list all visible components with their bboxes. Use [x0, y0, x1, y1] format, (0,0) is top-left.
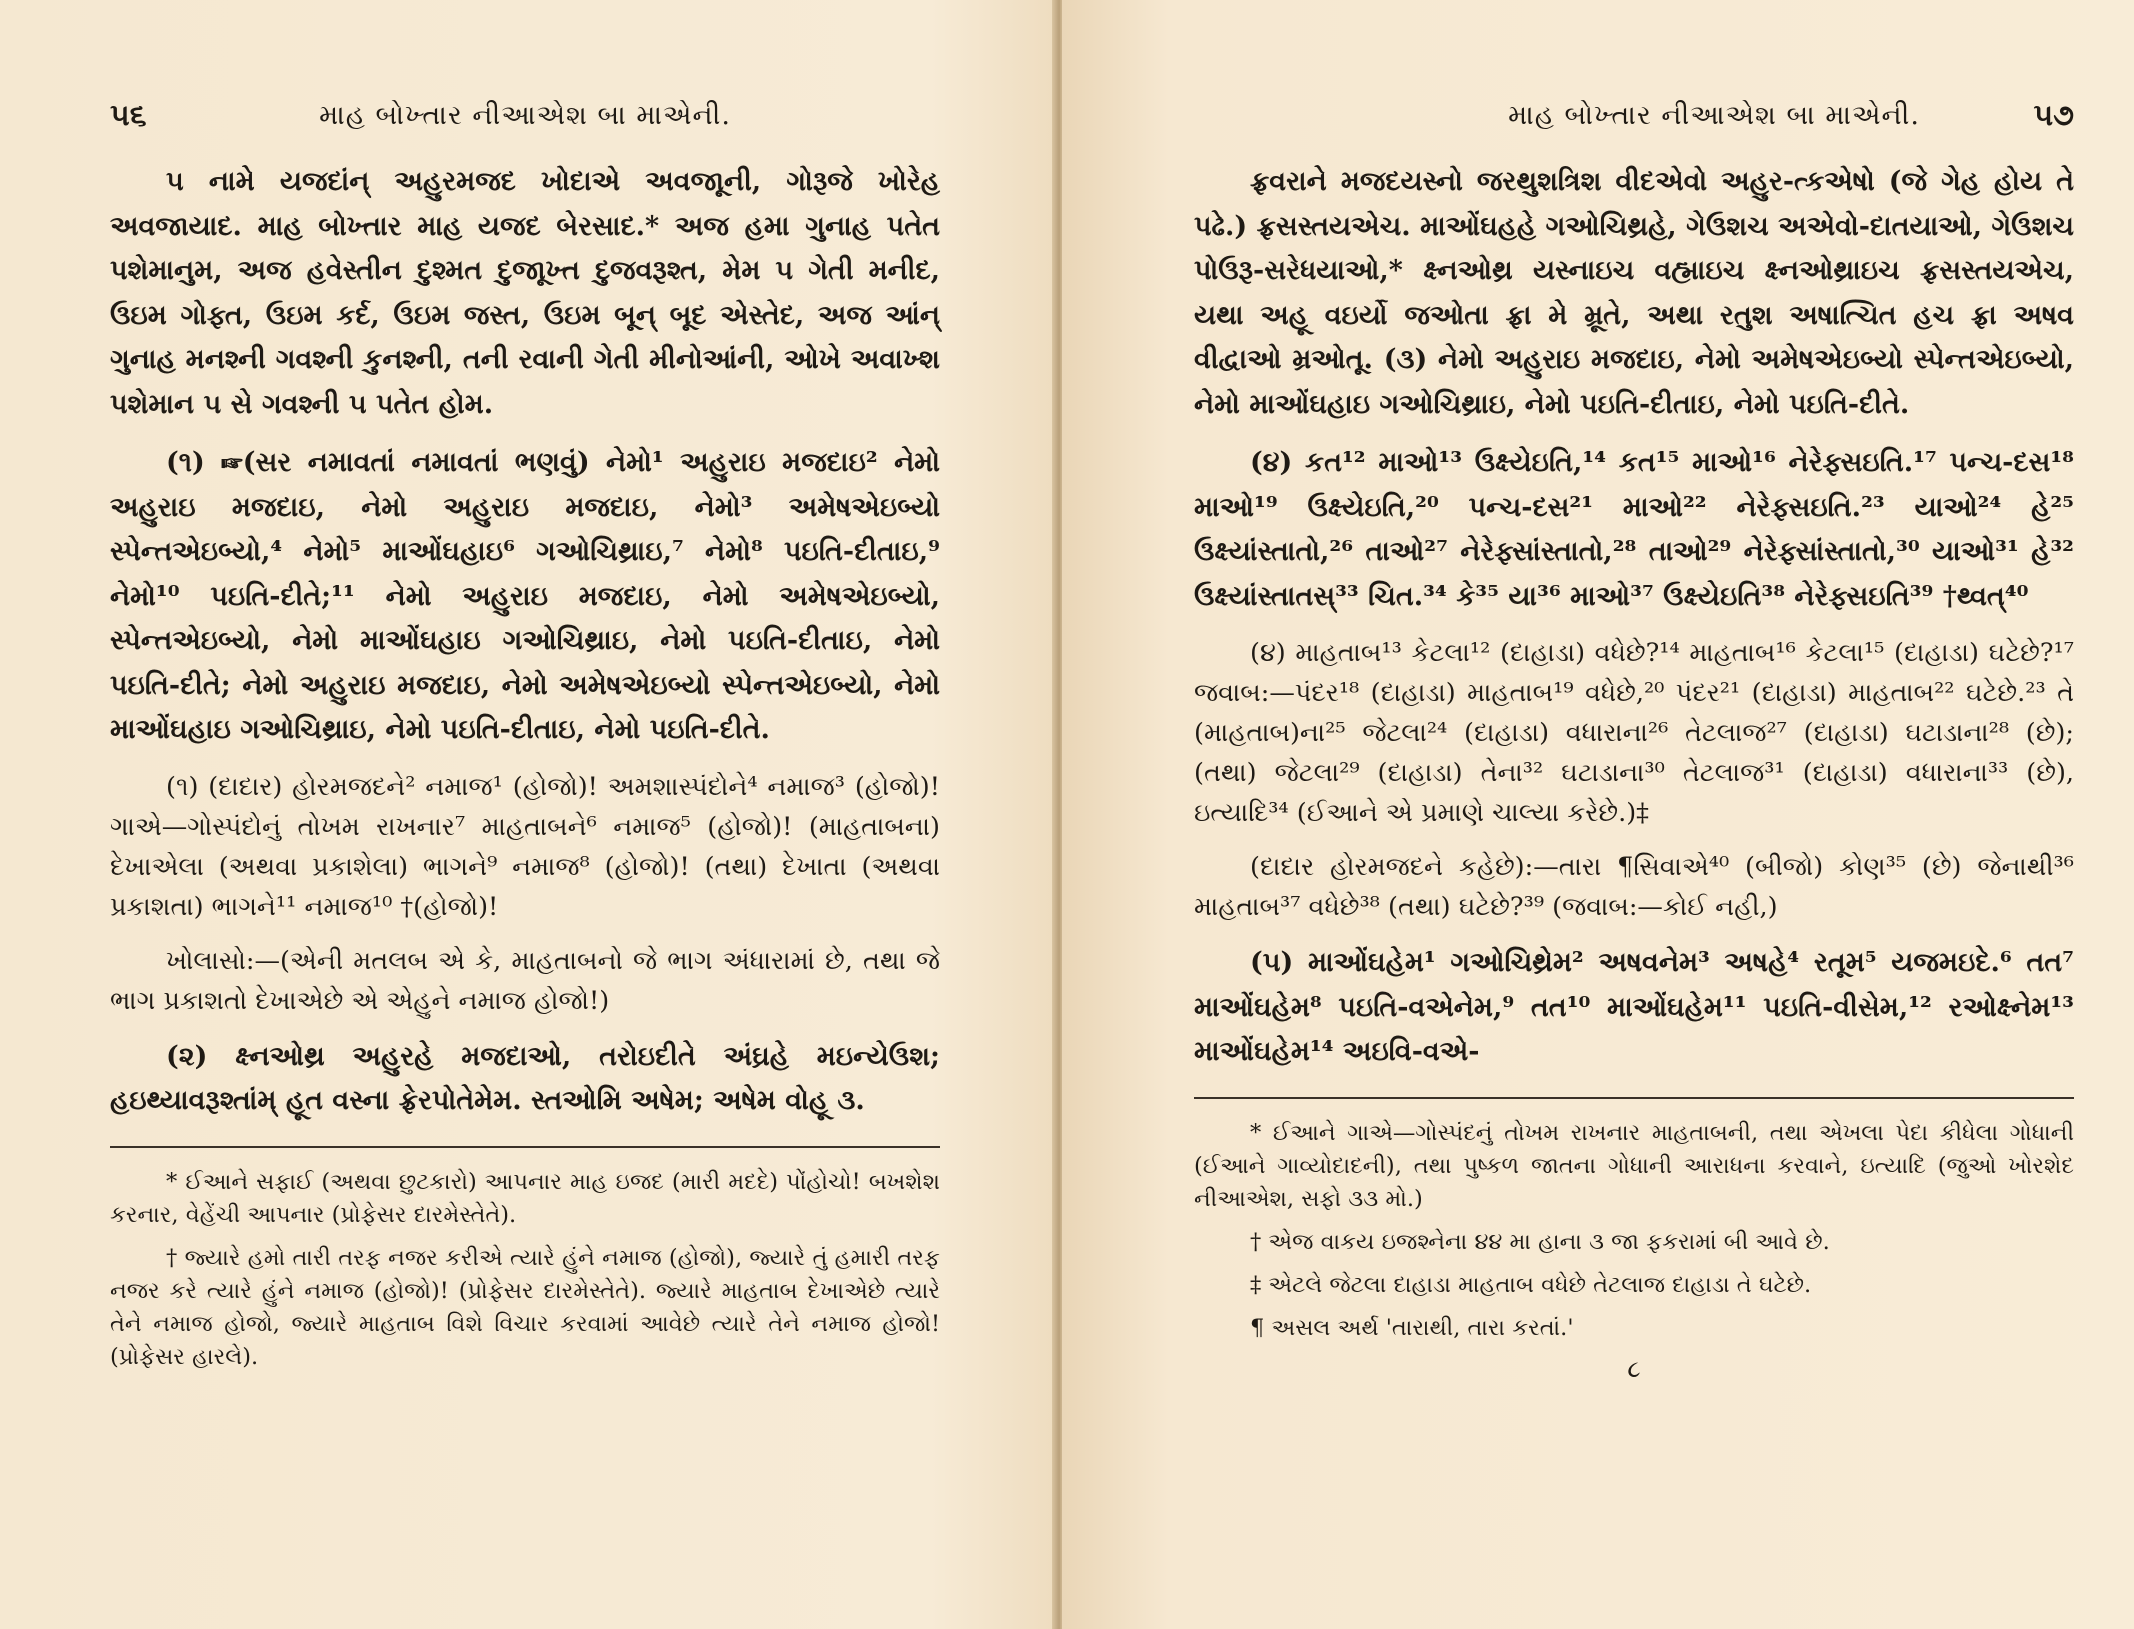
left-running-header — [110, 96, 940, 136]
right-page-number: ૫૭ — [2033, 98, 2074, 133]
left-page-content — [110, 0, 940, 1629]
avestan-verse-2: (૨) ક્ષ્નઓથ્ર અહુરહે મજદાઓ, તરોઇદીતે અંઘ્રહે મઇન્યેઉશ; હઇથ્યાવરૂશ્તાંમ્ હૂત વસ્ના ફ્રેરપોતેમેમ. સ્તઓમિ અષેમ; અષેમ વોહૂ ૩. — [110, 1040, 940, 1116]
explanation-paragraph: ખોલાસો:—(એની મતલબ એ કે, માહતાબનો જે ભાગ અંધારામાં છે, તથા જે ભાગ પ્રકાશતો દેખાએછે એ એહુને નમાજ હોજો!) — [110, 945, 940, 1016]
right-page — [1062, 0, 2134, 1629]
invocation-paragraph: ૫ નામે યજદાંન્ અહુરમજદ ખોદાએ અવજાૂની, ગોરૂજે ખોરેહ અવજાયાદ. માહ બોખ્તાર માહ યજદ બેરસાદ.* અજ હમા ગુનાહ પતેત પશેમાનુમ, અજ હવેસ્તીન દુશ્મત દુજાૂખ્ત દુજવરૂશ્ત, મેમ ૫ ગેતી મનીદ, ઉઇમ ગોફ્ત, ઉઇમ કર્દ, ઉઇમ જસ્ત, ઉઇમ બૂન્ બૂદ એસ્તેદ, અજ આંન્ ગુનાહ મનશ્ની ગવશ્ની કુનશ્ની, તની રવાની ગેતી મીનોઆંની, ઓખે અવાખ્શ પશેમાન ૫ સે ગવશ્ની ૫ પતેત હોમ. — [110, 166, 940, 420]
avestan-verse-4: (૪) કત¹² માઓ¹³ ઉક્ષ્યેઇતિ,¹⁴ કત¹⁵ માઓ¹⁶ નેરેફ્સઇતિ.¹⁷ પન્ચ-દસ¹⁸ માઓ¹⁹ ઉક્ષ્યેઇતિ,²⁰ પન્ચ-દસ²¹ માઓ²² નેરેફ્સઇતિ.²³ યાઓ²⁴ હે²⁵ ઉક્ષ્યાંસ્તાતો,²⁶ તાઓ²⁷ નેરેફ્સાંસ્તાતો,²⁸ તાઓ²⁹ નેરેફ્સાંસ્તાતો,³⁰ યાઓ³¹ હે³² ઉક્ષ્યાંસ્તાતસ્³³ ચિત.³⁴ કે³⁵ યા³⁶ માઓ³⁷ ઉક્ષ્યેઇતિ³⁸ નેરેફ્સઇતિ³⁹ †થ્વત્⁴⁰ — [1194, 447, 2074, 612]
left-running-title: માહ બોખ્તાર નીઆએશ બા માએની. — [319, 100, 731, 131]
footnote: † જ્યારે હમો તારી તરફ નજર કરીએ ત્યારે હુંને નમાજ (હોજો), જ્યારે તું હમારી તરફ નજર કરે ત્યારે હુંને નમાજ (હોજો)! (પ્રોફેસર દારમેસ્તેતે). જ્યારે માહતાબ દેખાએછે ત્યારે તેને નમાજ હોજો, જ્યારે માહતાબ વિશે વિચાર કરવામાં આવેછે ત્યારે તેને નમાજ હોજો! (પ્રોફેસર હારલે). — [110, 1244, 940, 1370]
left-page — [0, 0, 1058, 1629]
footnote: * ઈઆને ગાએ—ગોસ્પંદનું તોખમ રાખનાર માહતાબની, તથા એખલા પેદા કીધેલા ગોધાની (ઈઆને ગાવ્યોદાદની), તથા પુષ્કળ જાતના ગોધાની આરાધના કરવાને, ઇત્યાદિ (જુઓ ખોરશેદ નીઆએશ, સફો ૩૩ મો.) — [1194, 1119, 2074, 1212]
footnote: ‡ એટલે જેટલા દાહાડા માહતાબ વધેછે તેટલાજ દાહાડા તે ઘટેછે. — [1250, 1271, 1812, 1298]
left-page-number: ૫૬ — [110, 98, 147, 133]
right-page-content — [1194, 0, 2074, 1629]
footnote: ¶ અસલ અર્થ 'તારાથી, તારા કરતાં.' — [1250, 1314, 1574, 1341]
right-running-header — [1194, 96, 2074, 136]
avestan-verse-1: (૧) ☞(સર નમાવતાં નમાવતાં ભણવું) નેમો¹ અહુરાઇ મજદાઇ² નેમો અહુરાઇ મજદાઇ, નેમો અહુરાઇ મજદાઇ, નેમો³ અમેષએઇબ્યો સ્પેન્તએઇબ્યો,⁴ નેમો⁵ માઓંઘહાઇ⁶ ગઓચિથ્રાઇ,⁷ નેમો⁸ પઇતિ-દીતાઇ,⁹ નેમો¹⁰ પઇતિ-દીતે;¹¹ નેમો અહુરાઇ મજદાઇ, નેમો અમેષએઇબ્યો, સ્પેન્તએઇબ્યો, નેમો માઓંઘહાઇ ગઓચિથ્રાઇ, નેમો પઇતિ-દીતાઇ, નેમો પઇતિ-દીતે; નેમો અહુરાઇ મજદાઇ, નેમો અમેષએઇબ્યો સ્પેન્તએઇબ્યો, નેમો માઓંઘહાઇ ગઓચિથ્રાઇ, નેમો પઇતિ-દીતાઇ, નેમો પઇતિ-દીતે. — [110, 447, 940, 745]
translation-question: (દાદાર હોરમજદને કહેછે):—તારા ¶સિવાએ⁴⁰ (બીજો) કોણ³⁵ (છે) જેનાથી³⁶ માહતાબ³⁷ વધેછે³⁸ (તથા) ઘટેછે?³⁹ (જવાબ:—કોઈ નહી,) — [1194, 852, 2074, 922]
footnote: * ઈઆને સફાઈ (અથવા છુટકારો) આપનાર માહ ઇજદ (મારી મદદે) પોંહોચો! બખશેશ કરનાર, વેહેંચી આપનાર (પ્રોફેસર દારમેસ્તેતે). — [110, 1168, 940, 1228]
left-body-text — [110, 160, 940, 1124]
footnote-divider — [1194, 1097, 2074, 1099]
footnote-divider — [110, 1146, 940, 1148]
right-footnotes — [1194, 1117, 2074, 1383]
translation-verse-4: (૪) માહતાબ¹³ કેટલા¹² (દાહાડા) વધેછે?¹⁴ માહતાબ¹⁶ કેટલા¹⁵ (દાહાડા) ઘટેછે?¹⁷ જવાબ:—પંદર¹⁸ (દાહાડા) માહતાબ¹⁹ વધેછે,²⁰ પંદર²¹ (દાહાડા) માહતાબ²² ઘટેછે.²³ તે (માહતાબ)ના²⁵ જેટલા²⁴ (દાહાડા) વધારાના²⁶ તેટલાજ²⁷ (દાહાડા) ઘટાડાના²⁸ (છે); (તથા) જેટલા²⁹ (દાહાડા) તેના³² ઘટાડાના³⁰ તેટલાજ³¹ (દાહાડા) વધારાના³³ (છે), ઇત્યાદિ³⁴ (ઈઆને એ પ્રમાણે ચાલ્યા કરેછે.)‡ — [1194, 638, 2074, 828]
avestan-verse-5: (૫) માઓંઘહેમ¹ ગઓચિથ્રેમ² અષવનેમ³ અષહે⁴ રતૂમ⁵ યજમઇદે.⁶ તત⁷ માઓંઘહેમ⁸ પઇતિ-વએનેમ,⁹ તત¹⁰ માઓંઘહેમ¹¹ પઇતિ-વીસેમ,¹² રઓક્ષ્નેમ¹³ માઓંઘહેમ¹⁴ અઇવિ-વએ- — [1194, 947, 2074, 1067]
right-body-text — [1194, 160, 2074, 1075]
footnote: † એજ વાકય ઇજશ્નેના ૪૪ મા હાના ૩ જા ફકરામાં બી આવે છે. — [1250, 1228, 1830, 1255]
right-running-title: માહ બોખ્તાર નીઆએશ બા માએની. — [1508, 100, 1920, 131]
signature-mark: ૮ — [1627, 1354, 1641, 1383]
left-footnotes — [110, 1166, 940, 1374]
avestan-verse-3: ફ્રવરાને મજદયસ્નો જરથુશત્રિશ વીદએવો અહુર-ત્કએષો (જે ગેહ હોય તે પઢે.) ફ્રસસ્તયએચ. માઓંઘહહે ગઓચિથ્રહે, ગેઉશચ અએવો-દાતયાઓ, ગેઉશચ પોઉરૂ-સરેધયાઓ,* ક્ષ્નઓથ્ર યસ્નાઇચ વહ્માઇચ ક્ષ્નઓથ્રાઇચ ફ્રસસ્તયએચ, યથા અહૂ વઇર્યો જઓતા ફ્રા મે મ્રૂતે, અથા રતુશ અષાત્ચિત હચ ફ્રા અષવ વીદ્વાઓ મ્રઓતૂ. (૩) નેમો અહુરાઇ મજદાઇ, નેમો અમેષએઇબ્યો સ્પેન્તએઇબ્યો, નેમો માઓંઘહાઇ ગઓચિથ્રાઇ, નેમો પઇતિ-દીતાઇ, નેમો પઇતિ-દીતે. — [1194, 166, 2074, 420]
translation-verse-1: (૧) (દાદાર) હોરમજદને² નમાજ¹ (હોજો)! અમશાસ્પંદોને⁴ નમાજ³ (હોજો)! ગાએ—ગોસ્પંદોનું તોખમ રાખનાર⁷ માહતાબને⁶ નમાજ⁵ (હોજો)! (માહતાબના) દેખાએલા (અથવા પ્રકાશેલા) ભાગને⁹ નમાજ⁸ (હોજો)! (તથા) દેખાતા (અથવા પ્રકાશતા) ભાગને¹¹ નમાજ¹⁰ †(હોજો)! — [110, 771, 940, 922]
